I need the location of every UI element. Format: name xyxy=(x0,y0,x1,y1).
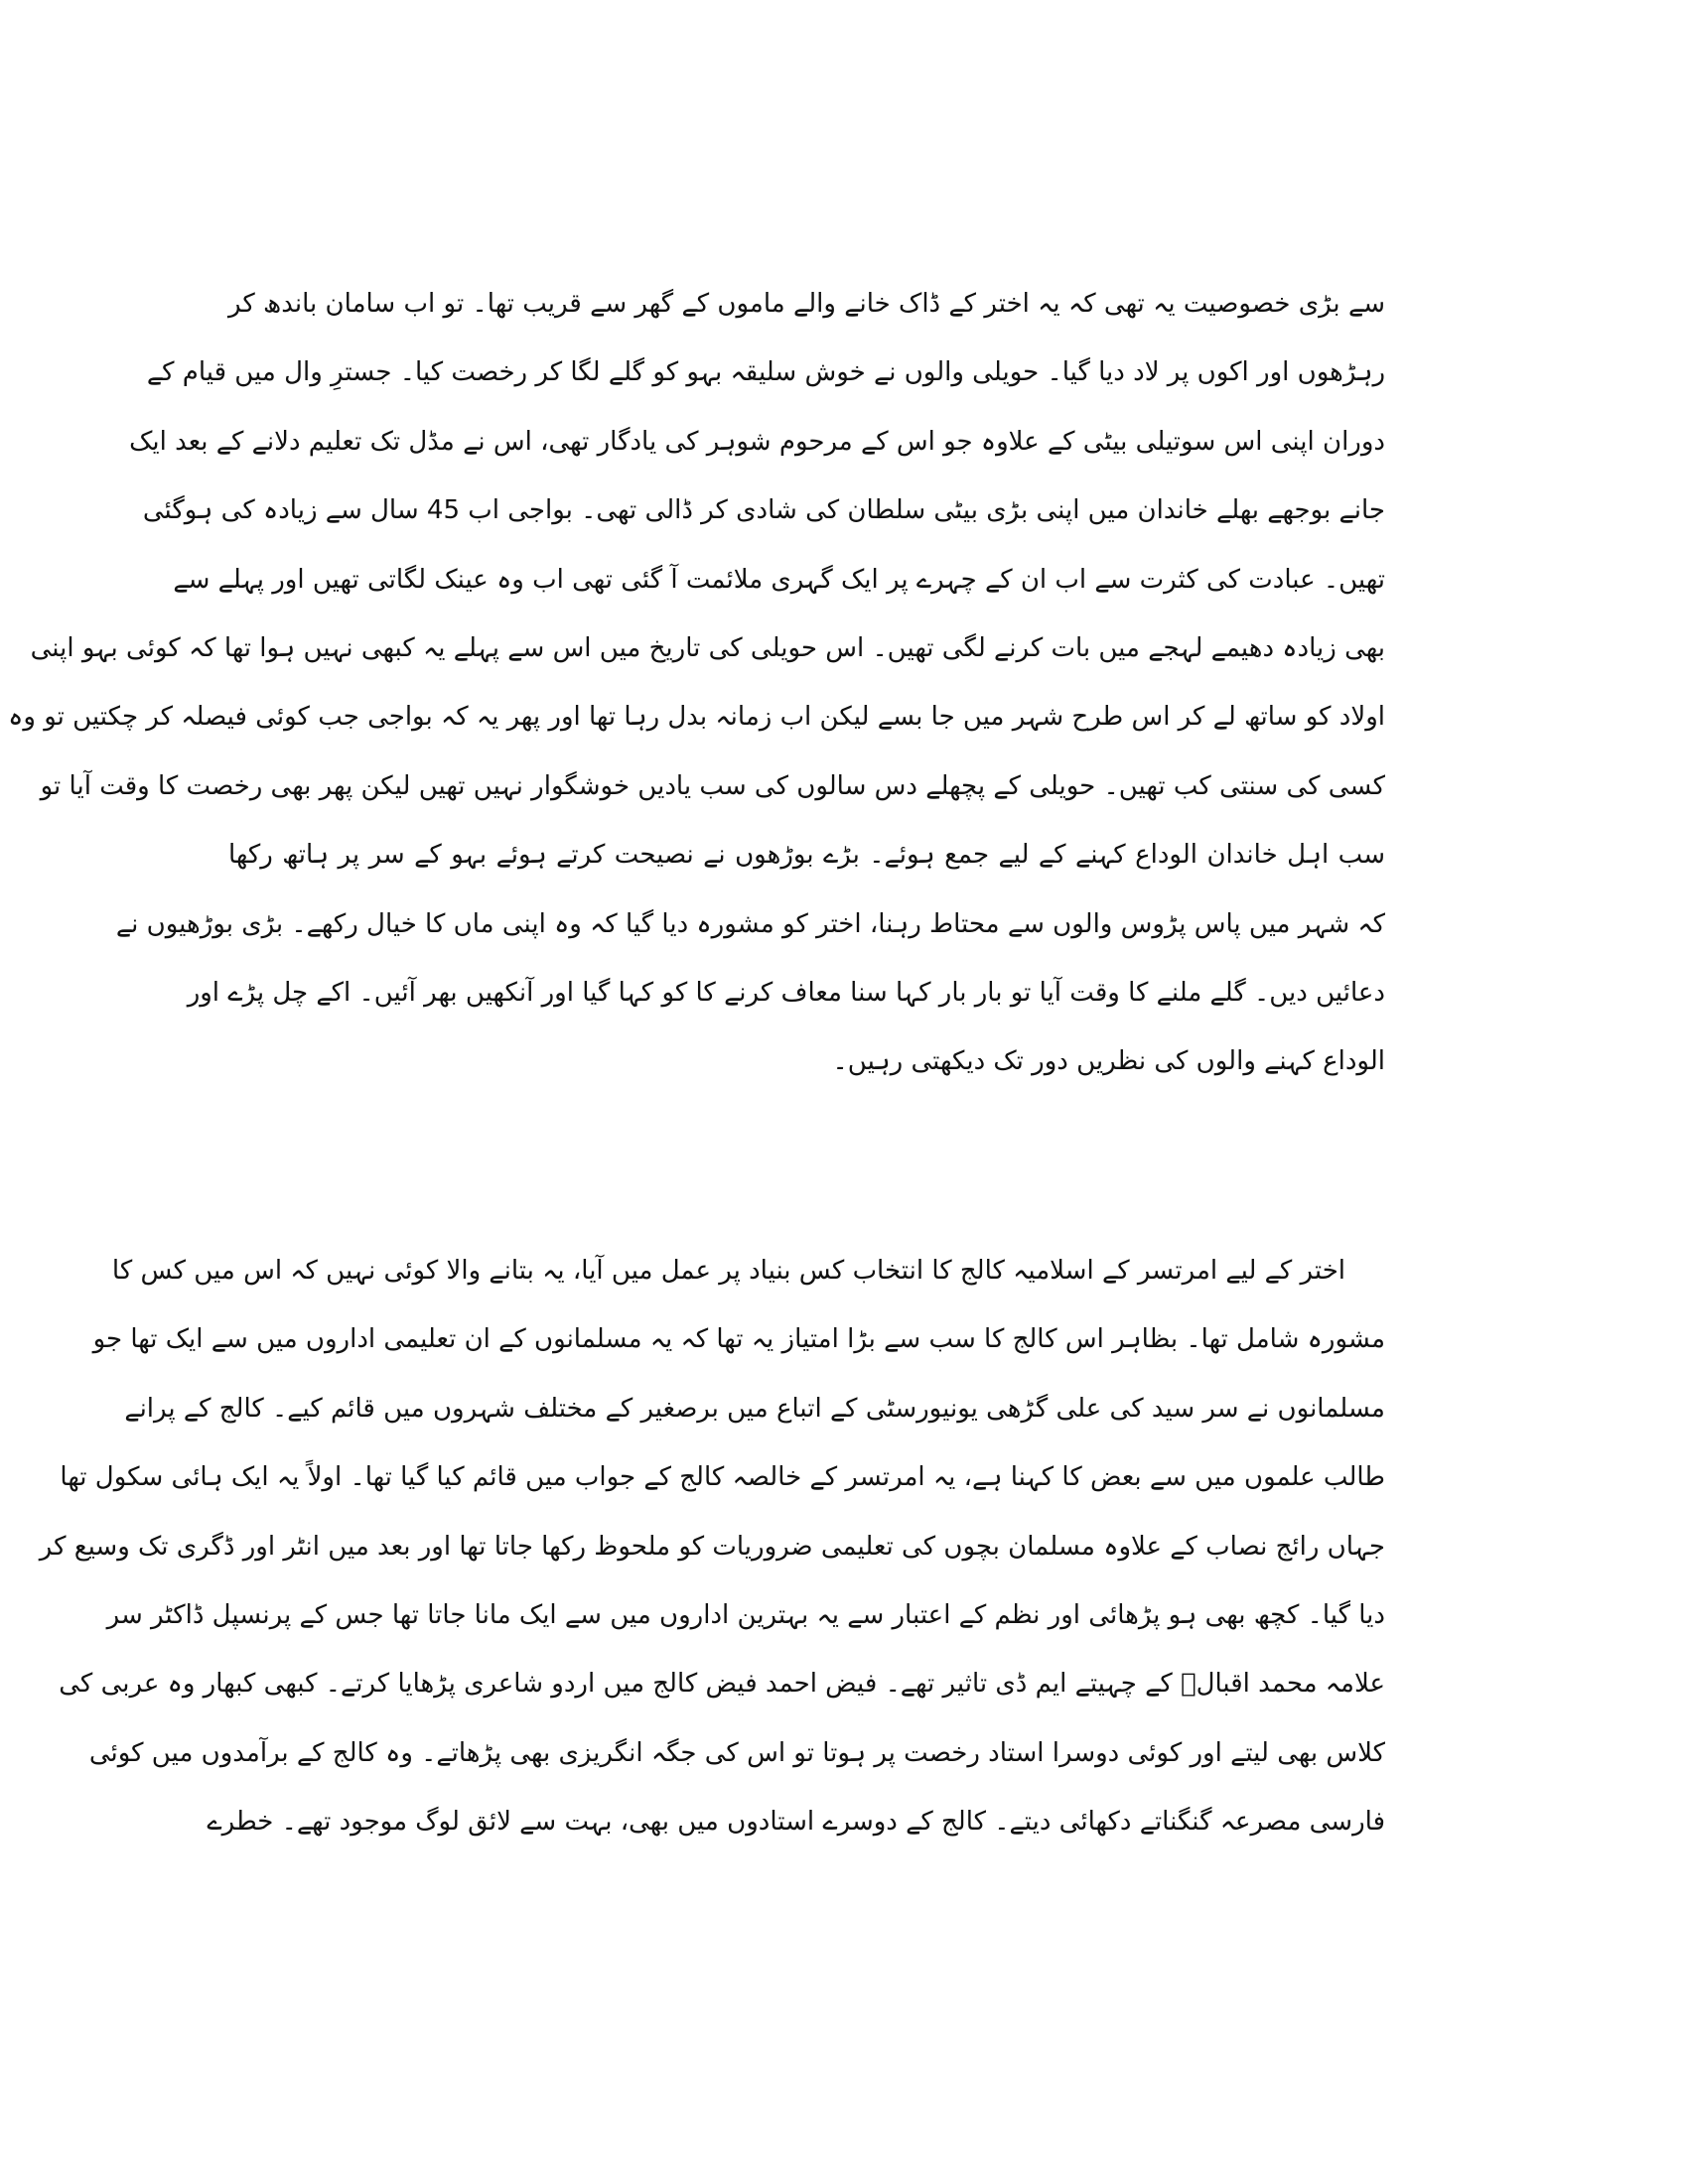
paragraph-line: کلاس بھی لیتے اور کوئی دوسرا استاد رخصت پر ہوتا تو اس کی جگہ انگریزی بھی پڑھاتے۔ وہ کالج کے برآمدوں میں کوئی xyxy=(88,1737,1385,1768)
paragraph-line: اختر کے لیے امرتسر کے اسلامیہ کالج کا انتخاب کس بنیاد پر عمل میں آیا، یہ بتانے والا کوئی نہیں کہ اس میں کس کا xyxy=(111,1256,1345,1286)
paragraph-line: علامہ محمد اقبالؒ کے چہیتے ایم ڈی تاثیر تھے۔ فیض احمد فیض کالج میں اردو شاعری پڑھایا کرتے۔ کبھی کبھار وہ عربی کی xyxy=(59,1669,1385,1700)
paragraph-line: سب اہل خاندان الوداع کہنے کے لیے جمع ہوئے۔ بڑے بوڑھوں نے نصیحت کرتے ہوئے بہو کے سر پر ہاتھ رکھا xyxy=(228,840,1385,871)
paragraph-line: جانے بوجھے بھلے خاندان میں اپنی بڑی بیٹی سلطان کی شادی کر ڈالی تھی۔ بواجی اب 45 سال سے زیادہ کی ہوگئی xyxy=(142,495,1385,526)
paragraph-line: جہاں رائج نصاب کے علاوہ مسلمان بچوں کی تعلیمی ضروریات کو ملحوظ رکھا جاتا تھا اور بعد میں انٹر اور ڈگری تک وسیع کر xyxy=(39,1531,1385,1562)
paragraph-line: فارسی مصرعہ گنگناتے دکھائی دیتے۔ کالج کے دوسرے استادوں میں بھی، بہت سے لائق لوگ موجود تھے۔ خطرے xyxy=(207,1807,1385,1838)
paragraph-line: مشورہ شامل تھا۔ بظاہر اس کالج کا سب سے بڑا امتیاز یہ تھا کہ یہ مسلمانوں کے ان تعلیمی اداروں میں سے ایک تھا جو xyxy=(92,1324,1385,1355)
paragraph-line: مسلمانوں نے سر سید کی علی گڑھی یونیورسٹی کے اتباع میں برصغیر کے مختلف شہروں میں قائم کیے۔ کالج کے پرانے xyxy=(124,1393,1385,1424)
paragraph-line: رہڑھوں اور اکوں پر لاد دیا گیا۔ حویلی والوں نے خوش سلیقہ بہو کو گلے لگا کر رخصت کیا۔ جسترِ وال میں قیام کے xyxy=(146,357,1385,388)
paragraph-line: اولاد کو ساتھ لے کر اس طرح شہر میں جا بسے لیکن اب زمانہ بدل رہا تھا اور پھر یہ کہ بواجی جب کوئی فیصلہ کر چکتیں تو وہ xyxy=(8,702,1385,733)
paragraph-line: دوران اپنی اس سوتیلی بیٹی کے علاوہ جو اس کے مرحوم شوہر کی یادگار تھی، اس نے مڈل تک تعلیم دلانے کے بعد ایک xyxy=(129,426,1385,457)
paragraph-line: بھی زیادہ دھیمے لہجے میں بات کرنے لگی تھیں۔ اس حویلی کی تاریخ میں اس سے پہلے یہ کبھی نہیں ہوا تھا کہ کوئی بہو اپنی xyxy=(30,632,1385,663)
paragraph-line: دعائیں دیں۔ گلے ملنے کا وقت آیا تو بار بار کہا سنا معاف کرنے کا کو کہا گیا اور آنکھیں بھر آئیں۔ اکے چل پڑے اور xyxy=(187,977,1385,1008)
paragraph-line: طالب علموں میں سے بعض کا کہنا ہے، یہ امرتسر کے خالصہ کالج کے جواب میں قائم کیا گیا تھا۔ اولاً یہ ایک ہائی سکول تھا xyxy=(60,1462,1385,1493)
paragraph-line: کسی کی سنتی کب تھیں۔ حویلی کے پچھلے دس سالوں کی سب یادیں خوشگوار نہیں تھیں لیکن پھر بھی رخصت کا وقت آیا تو xyxy=(40,770,1385,801)
paragraph-line: سے بڑی خصوصیت یہ تھی کہ یہ اختر کے ڈاک خانے والے ماموں کے گھر سے قریب تھا۔ تو اب سامان باندھ کر xyxy=(228,289,1385,319)
paragraph-line: کہ شہر میں پاس پڑوس والوں سے محتاط رہنا، اختر کو مشورہ دیا گیا کہ وہ اپنی ماں کا خیال رکھے۔ بڑی بوڑھیوں نے xyxy=(115,908,1385,939)
paragraph-2 xyxy=(39,1237,1385,1857)
paragraph-1 xyxy=(8,270,1385,1097)
paragraph-line: دیا گیا۔ کچھ بھی ہو پڑھائی اور نظم کے اعتبار سے یہ بہترین اداروں میں سے ایک مانا جاتا تھا جس کے پرنسپل ڈاکٹر سر xyxy=(106,1599,1385,1630)
paragraph-line: تھیں۔ عبادت کی کثرت سے اب ان کے چہرے پر ایک گہری ملائمت آ گئی تھی اب وہ عینک لگاتی تھیں اور پہلے سے xyxy=(173,564,1385,595)
paragraph-line: الوداع کہنے والوں کی نظریں دور تک دیکھتی رہیں۔ xyxy=(832,1046,1385,1077)
